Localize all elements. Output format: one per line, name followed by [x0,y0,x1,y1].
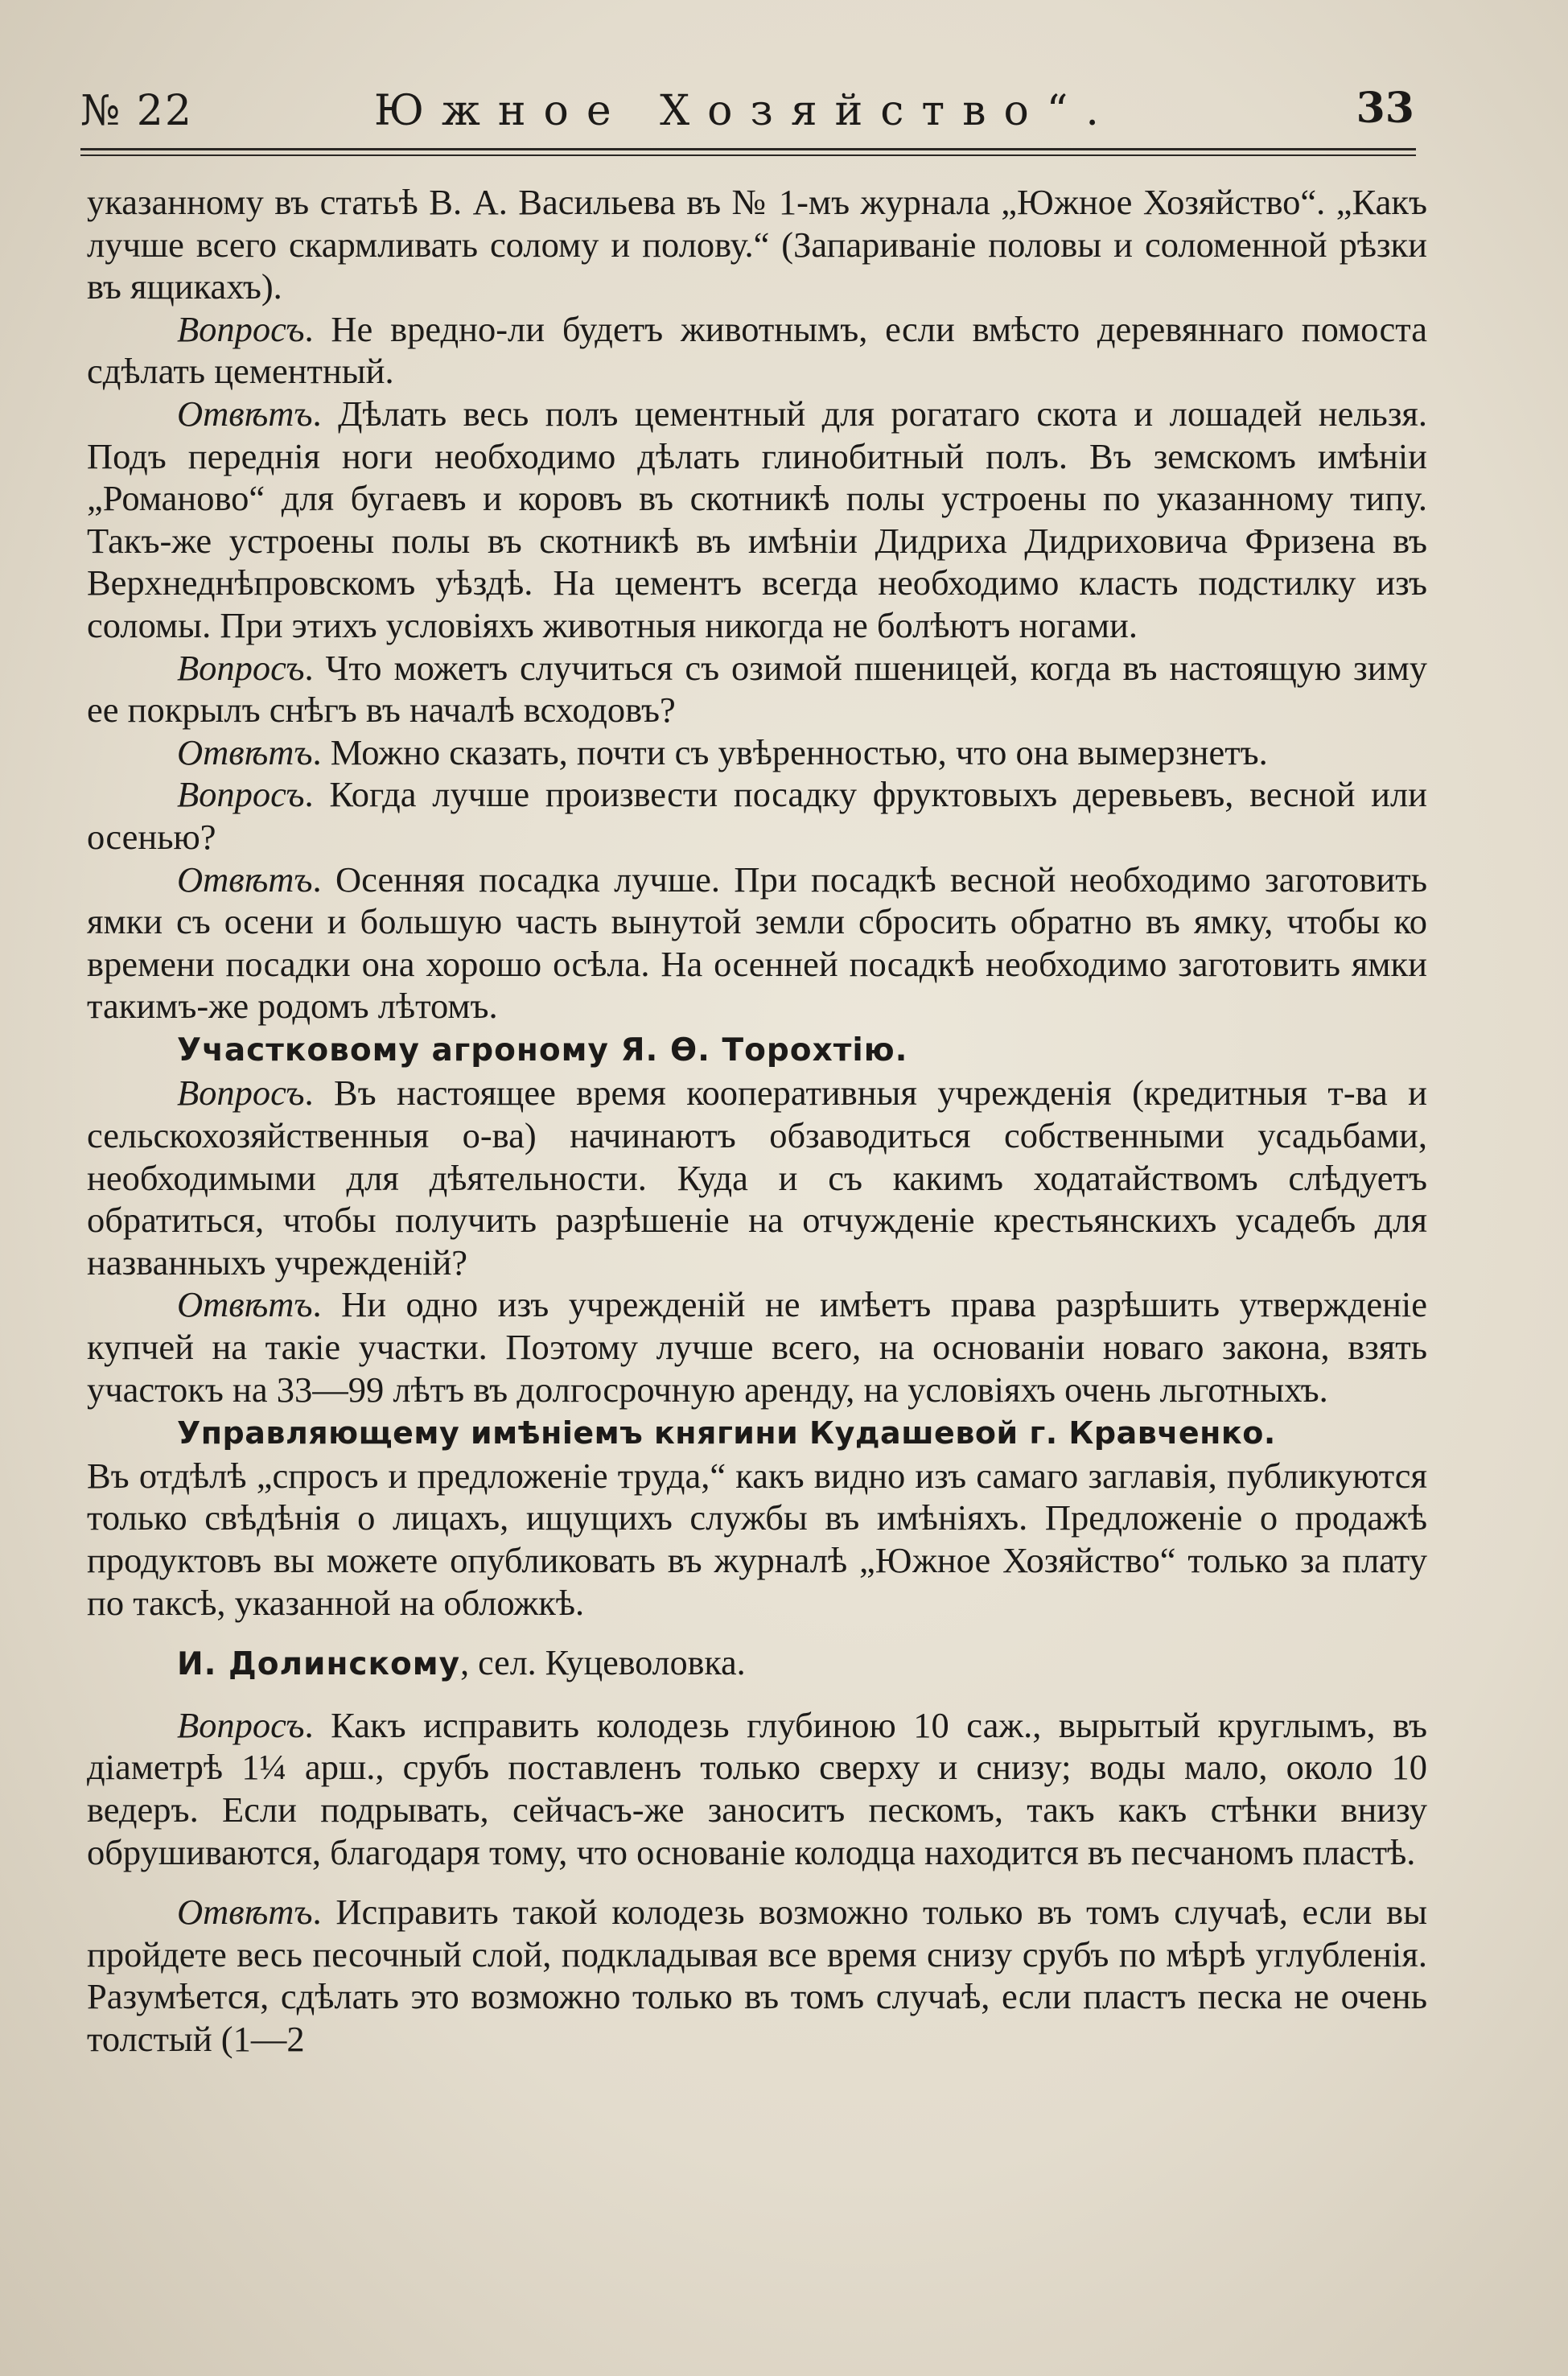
running-header [80,84,1414,145]
paragraph: указанному въ статьѣ В. А. Васильева въ № 1-мъ журнала „Южное Хозяйство“. „Какъ лучше всего скармливать солому и полову.“ (Запариванiе половы и соломенной рѣзки въ ящикахъ). [87,182,1427,307]
issue-number: № 22 [80,87,193,135]
question-paragraph: Вопросъ. Какъ исправить колодезь глубиною 10 саж., вырытый круглымъ, въ дiаметрѣ 1¼ арш., срубъ поставленъ только сверху и снизу; воды мало, около 10 ведеръ. Если подрывать, сейчасъ-же заноситъ пескомъ, такъ какъ стѣнки внизу обрушиваются, благодаря тому, что основанiе колодца находится въ песчаномъ пластѣ. [87,1704,1427,1872]
question-label: Вопросъ [177,1704,305,1745]
answer-paragraph: Отвѣтъ. Дѣлать весь полъ цементный для рогатаго скота и лошадей нельзя. Подъ переднiя ноги необходимо дѣлать глинобитный полъ. Въ земскомъ имѣнiи „Романово“ для бугаевъ и коровъ въ скотникѣ полы устроены по указанному типу. Такъ-же устроены полы въ скотникѣ въ имѣнiи Дидриха Дидриховича Фризена въ Верхнеднѣпровскомъ уѣздѣ. На цементъ всегда необходимо класть подстилку изъ соломы. При этихъ условiяхъ животныя никогда не болѣютъ ногами. [87,393,1427,645]
article-body [87,181,1427,2061]
answer-label: Отвѣтъ [177,859,313,900]
question-paragraph: Вопросъ. Не вредно-ли будетъ животнымъ, если вмѣсто деревяннаго помоста сдѣлать цементный. [87,308,1427,392]
answer-label: Отвѣтъ [177,1892,313,1933]
section-heading: Участковому агроному Я. Ѳ. Торохтiю. [177,1032,908,1069]
question-label: Вопросъ [177,774,305,815]
header-rule-top [80,148,1416,150]
answer-paragraph: Отвѣтъ. Можно сказать, почти съ увѣренностью, что она вымерзнетъ. [177,731,1268,772]
question-label: Вопросъ [177,1073,305,1114]
answer-paragraph: Отвѣтъ. Осенняя посадка лучше. При посадкѣ весной необходимо заготовить ямки съ осени и большую часть вынутой земли сбросить обратно въ ямку, чтобы ко времени посадки она хорошо осѣла. На осенней посадкѣ необходимо заготовить ямки такимъ-же родомъ лѣтомъ. [87,859,1427,1027]
answer-label: Отвѣтъ [177,393,313,434]
question-paragraph: Вопросъ. Когда лучше произвести посадку фруктовыхъ деревьевъ, весной или осенью? [87,774,1427,857]
journal-title: Южное Хозяйство“. [374,87,1117,135]
question-label: Вопросъ [177,647,305,688]
paragraph: Въ отдѣлѣ „спросъ и предложенiе труда,“ какъ видно изъ самаго заглавiя, публикуются только свѣдѣнiя о лицахъ, ищущихъ службы въ имѣнiяхъ. Предложенiе о продажѣ продуктовъ вы можете опубликовать въ журналѣ „Южное Хозяйство“ только за плату по таксѣ, указанной на обложкѣ. [87,1455,1427,1623]
question-paragraph: Вопросъ. Что можетъ случиться съ озимой пшеницей, когда въ настоящую зиму ее покрылъ снѣгъ въ началѣ всходовъ? [87,647,1427,731]
section-heading: И. Долинскому, сел. Куцеволовка. [177,1643,746,1683]
header-rule-bottom [80,154,1416,156]
answer-paragraph: Отвѣтъ. Ни одно изъ учрежденiй не имѣетъ права разрѣшить утвержденiе купчей на такiе участки. Поэтому лучше всего, на основанiи новаго закона, взять участокъ на 33—99 лѣтъ въ долгосрочную аренду, на условiяхъ очень льготныхъ. [87,1284,1427,1410]
question-paragraph: Вопросъ. Въ настоящее время кооперативныя учрежденiя (кредитныя т-ва и сельскохозяйственныя о-ва) начинаютъ обзаводиться собственными усадьбами, необходимыми для дѣятельности. Куда и съ какимъ ходатайствомъ слѣдуетъ обратиться, чтобы получить разрѣшенiе на отчужденiе крестьянскихъ усадебъ для названныхъ учрежденiй? [87,1073,1427,1283]
question-label: Вопросъ [177,308,305,349]
section-heading: Управляющему имѣнiемъ княгини Кудашевой г. Кравченко. [177,1415,1276,1452]
answer-paragraph: Отвѣтъ. Исправить такой колодезь возможно только въ томъ случаѣ, если вы пройдете весь песочный слой, подкладывая все время снизу срубъ по мѣрѣ углубленiя. Разумѣется, сдѣлать это возможно только въ томъ случаѣ, если пластъ песка не очень толстый (1—2 [87,1892,1427,2059]
answer-label: Отвѣтъ [177,731,313,772]
page-number: 33 [1356,84,1414,133]
answer-label: Отвѣтъ [177,1284,313,1325]
village-address: , сел. Куцеволовка. [460,1643,746,1683]
